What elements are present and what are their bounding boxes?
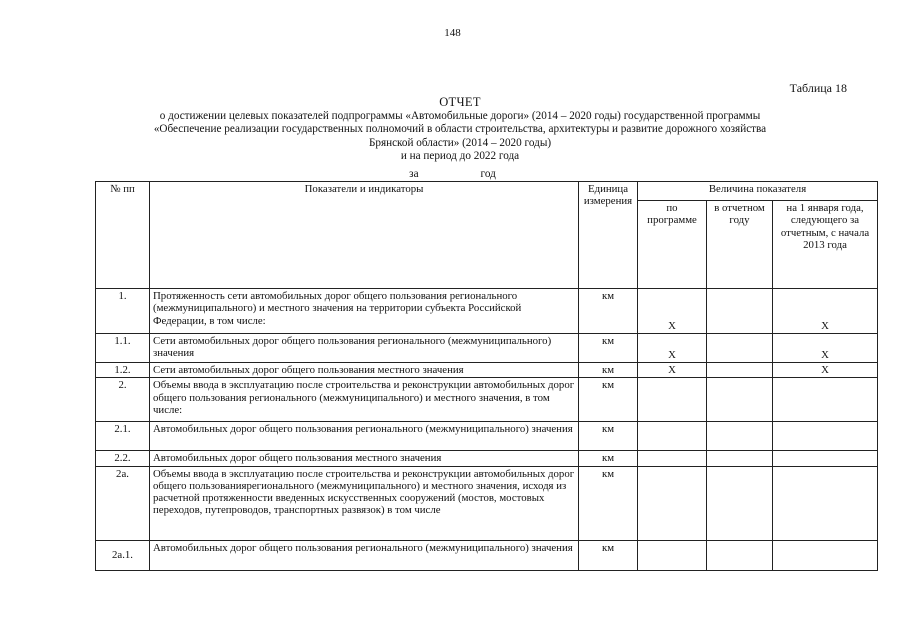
- row-as-of-jan1: Х: [773, 363, 878, 378]
- period-suffix: год: [480, 168, 496, 180]
- indicators-table: [95, 181, 878, 571]
- row-in-reporting-year: [707, 422, 773, 451]
- row-unit: км: [579, 363, 638, 378]
- table-row: [96, 334, 878, 363]
- row-as-of-jan1: [773, 451, 878, 466]
- row-in-reporting-year: [707, 540, 773, 570]
- row-in-reporting-year: [707, 466, 773, 540]
- table-label: Таблица 18: [789, 81, 847, 95]
- row-by-program: [638, 422, 707, 451]
- row-indicator: Сети автомобильных дорог общего пользования местного значения: [150, 363, 579, 378]
- report-period-line: [0, 168, 905, 180]
- row-by-program: [638, 540, 707, 570]
- table-row: [96, 540, 878, 570]
- table-row: [96, 363, 878, 378]
- row-indicator: Протяженность сети автомобильных дорог общего пользования регионального (межмуниципального) и местного значения на территории субъекта Российской Федерации, в том числе:: [150, 289, 579, 334]
- report-heading: [60, 96, 860, 164]
- report-title: ОТЧЕТ: [439, 95, 481, 109]
- row-no: 2а.: [96, 466, 150, 540]
- header-by-program: по программе: [638, 201, 707, 289]
- report-subtitle-line-1: о достижении целевых показателей подпрограммы «Автомобильные дороги» (2014 – 2020 годы) государственной программы: [159, 109, 761, 122]
- row-unit: км: [579, 334, 638, 363]
- row-by-program: [638, 378, 707, 422]
- row-as-of-jan1: Х: [773, 289, 878, 334]
- row-in-reporting-year: [707, 334, 773, 363]
- header-no: № пп: [96, 182, 150, 289]
- row-by-program: Х: [638, 334, 707, 363]
- row-by-program: [638, 466, 707, 540]
- header-as-of-jan1: на 1 января года, следующего за отчетным, с начала 2013 года: [773, 201, 878, 289]
- row-as-of-jan1: [773, 378, 878, 422]
- row-by-program: Х: [638, 289, 707, 334]
- row-as-of-jan1: Х: [773, 334, 878, 363]
- report-subtitle-line-4: и на период до 2022 года: [400, 150, 520, 163]
- period-prefix: за: [409, 168, 419, 180]
- row-no: 1.: [96, 289, 150, 334]
- row-indicator: Объемы ввода в эксплуатацию после строительства и реконструкции автомобильных дорог общего пользованиярегионального (межмуниципального) и местного значения, исходя из расчетной протяженности введенных искусственных сооружений (мостов, мостовых переходов, путепроводов, транспортных развязок) в том числе: [150, 466, 579, 540]
- row-indicator: Сети автомобильных дорог общего пользования регионального (межмуниципального) значения: [150, 334, 579, 363]
- report-subtitle-line-3: Брянской области» (2014 – 2020 годы): [368, 136, 552, 149]
- row-in-reporting-year: [707, 451, 773, 466]
- row-unit: км: [579, 451, 638, 466]
- row-indicator: Автомобильных дорог общего пользования регионального (межмуниципального) значения: [150, 422, 579, 451]
- row-unit: км: [579, 540, 638, 570]
- table-row: [96, 466, 878, 540]
- table-row: [96, 422, 878, 451]
- row-in-reporting-year: [707, 289, 773, 334]
- row-no: 2.1.: [96, 422, 150, 451]
- header-in-reporting-year: в отчетном году: [707, 201, 773, 289]
- row-no: 2.2.: [96, 451, 150, 466]
- table-row: [96, 378, 878, 422]
- row-unit: км: [579, 289, 638, 334]
- report-subtitle-line-2: «Обеспечение реализации государственных полномочий в области строительства, архитектуры и развитие дорожного хозяйства: [153, 123, 767, 136]
- row-unit: км: [579, 466, 638, 540]
- row-no: 1.1.: [96, 334, 150, 363]
- table-row: [96, 289, 878, 334]
- page-number: 148: [444, 27, 461, 39]
- row-unit: км: [579, 378, 638, 422]
- row-in-reporting-year: [707, 363, 773, 378]
- header-value-group: Величина показателя: [638, 182, 878, 201]
- row-by-program: Х: [638, 363, 707, 378]
- table-row: [96, 451, 878, 466]
- row-no: 1.2.: [96, 363, 150, 378]
- row-no: 2.: [96, 378, 150, 422]
- header-unit: Единица измерения: [579, 182, 638, 289]
- row-as-of-jan1: [773, 540, 878, 570]
- header-indicator: Показатели и индикаторы: [150, 182, 579, 289]
- row-unit: км: [579, 422, 638, 451]
- row-in-reporting-year: [707, 378, 773, 422]
- row-indicator: Объемы ввода в эксплуатацию после строительства и реконструкции автомобильных дорог общего пользования регионального (межмуниципального) и местного значения, в том числе:: [150, 378, 579, 422]
- row-as-of-jan1: [773, 422, 878, 451]
- row-indicator: Автомобильных дорог общего пользования местного значения: [150, 451, 579, 466]
- row-no: 2а.1.: [96, 540, 150, 570]
- row-as-of-jan1: [773, 466, 878, 540]
- row-indicator: Автомобильных дорог общего пользования регионального (межмуниципального) значения: [150, 540, 579, 570]
- row-by-program: [638, 451, 707, 466]
